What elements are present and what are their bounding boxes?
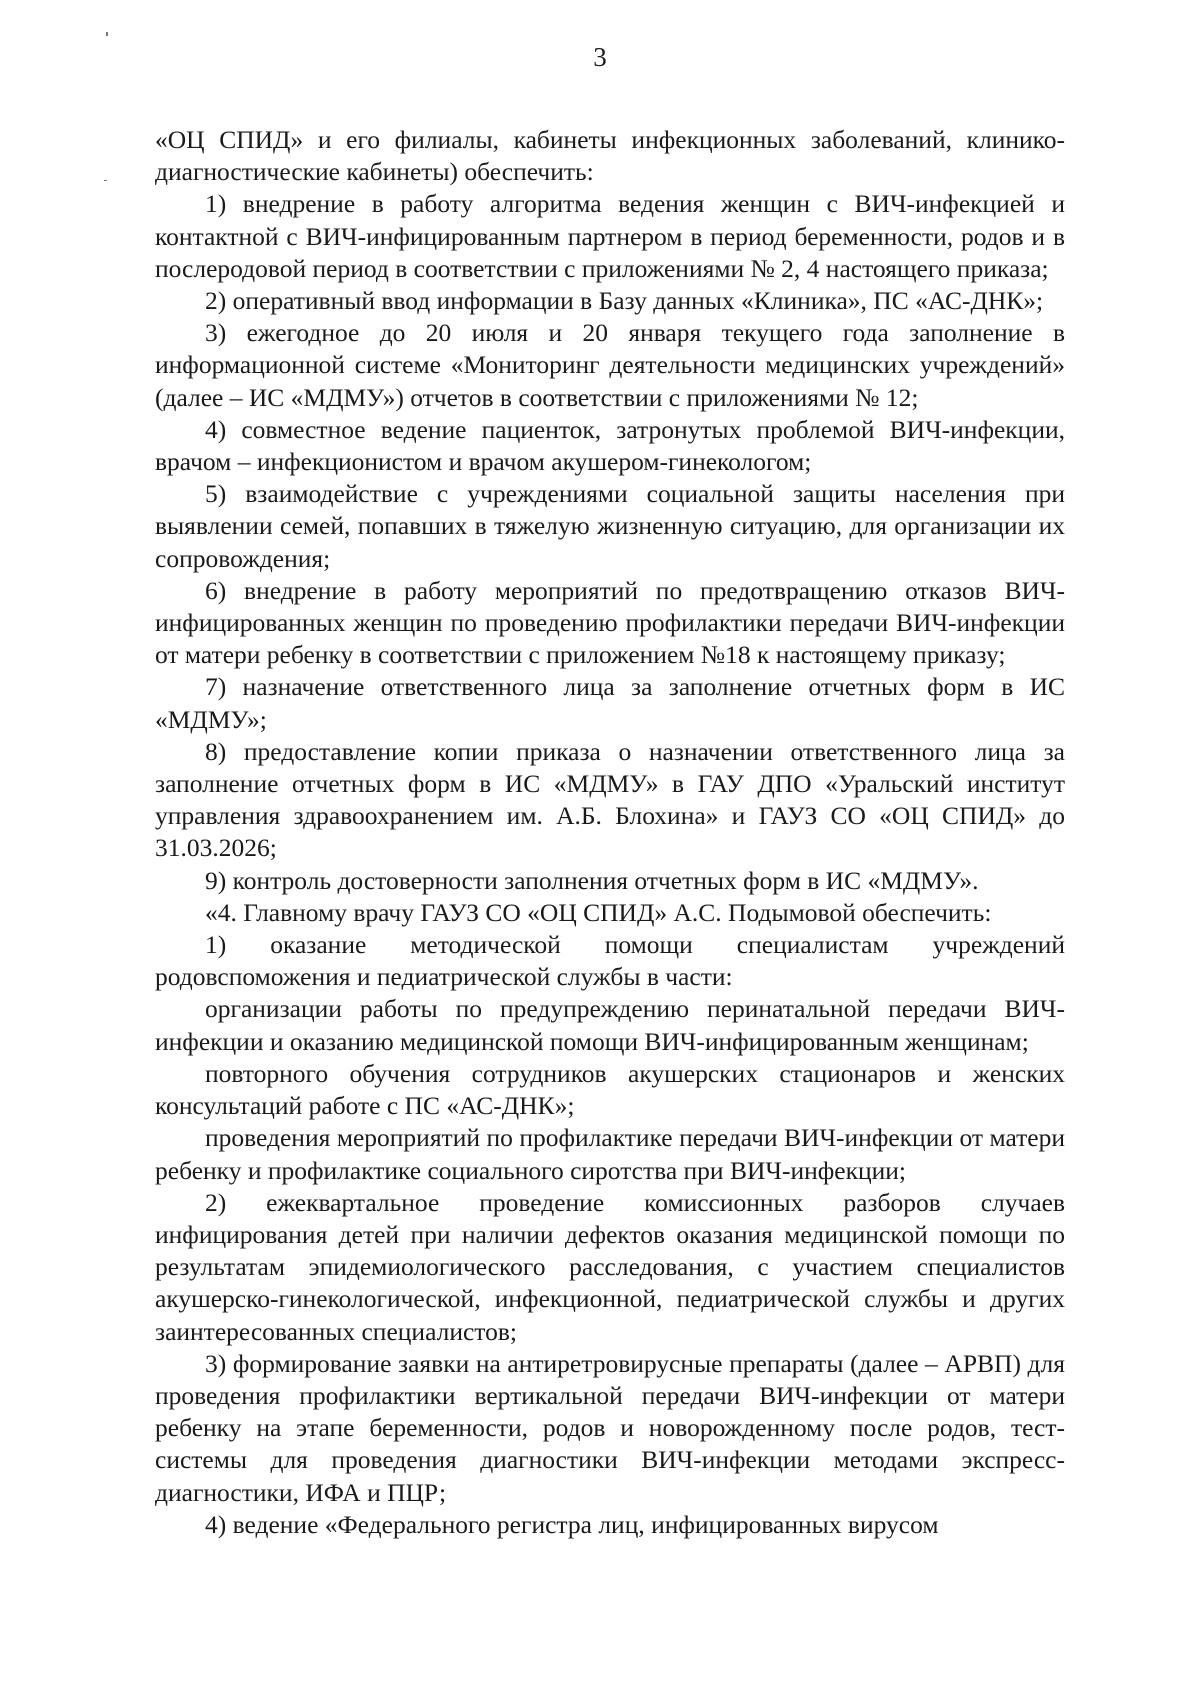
paragraph-section-4-item-3: 3) формирование заявки на антиретровирусные препараты (далее – АРВП) для проведения профилактики вертикальной передачи ВИЧ-инфекции от матери ребенку на этапе беременности, родов и новорожденному после родов, тест-системы для проведения диагностики ВИЧ-инфекции методами экспресс-диагностики, ИФА и ПЦР; xyxy=(155,1348,1065,1507)
paragraph-item-7: 7) назначение ответственного лица за заполнение отчетных форм в ИС «МДМУ»; xyxy=(155,672,1065,734)
paragraph-subitem-prevention: проведения мероприятий по профилактике передачи ВИЧ-инфекции от матери ребенку и профилактике социального сиротства при ВИЧ-инфекции; xyxy=(155,1123,1065,1185)
paragraph-item-5: 5) взаимодействие с учреждениями социальной защиты населения при выявлении семей, попавших в тяжелую жизненную ситуацию, для организации их сопровождения; xyxy=(155,479,1065,573)
paragraph-section-4-item-4: 4) ведение «Федерального регистра лиц, инфицированных вирусом xyxy=(205,1509,939,1539)
scan-speck xyxy=(104,180,107,181)
paragraph-item-1: 1) внедрение в работу алгоритма ведения женщин с ВИЧ-инфекцией и контактной с ВИЧ-инфицированным партнером в период беременности, родов и в послеродовой период в соответствии с приложениями № 2, 4 настоящего приказа; xyxy=(155,189,1065,283)
paragraph-intro: «ОЦ СПИД» и его филиалы, кабинеты инфекционных заболеваний, клинико-диагностические кабинеты) обеспечить: xyxy=(155,125,1065,187)
paragraph-subitem-organization: организации работы по предупреждению перинатальной передачи ВИЧ-инфекции и оказанию медицинской помощи ВИЧ-инфицированным женщинам; xyxy=(155,994,1065,1056)
paragraph-item-8: 8) предоставление копии приказа о назначении ответственного лица за заполнение отчетных форм в ИС «МДМУ» в ГАУ ДПО «Уральский институт управления здравоохранением им. А.Б. Блохина» и ГАУЗ СО «ОЦ СПИД» до 31.03.2026; xyxy=(155,736,1065,863)
paragraph-item-6: 6) внедрение в работу мероприятий по предотвращению отказов ВИЧ-инфицированных женщин по проведению профилактики передачи ВИЧ-инфекции от матери ребенку в соответствии с приложением №18 к настоящему приказу; xyxy=(155,575,1065,670)
paragraph-section-4: «4. Главному врачу ГАУЗ СО «ОЦ СПИД» А.С. Подымовой обеспечить: xyxy=(205,897,992,927)
paragraph-section-4-item-2: 2) ежеквартальное проведение комиссионных разборов случаев инфицирования детей при наличии дефектов оказания медицинской помощи по результатам эпидемиологического расследования, с участием специалистов акушерско-гинекологической, инфекционной, педиатрической службы и других заинтересованных специалистов; xyxy=(155,1187,1065,1346)
page-number: 3 xyxy=(593,42,607,72)
scan-speck xyxy=(106,32,108,36)
paragraph-section-4-item-1: 1) оказание методической помощи специалистам учреждений родовспоможения и педиатрической службы в части: xyxy=(155,930,1065,992)
paragraph-item-3: 3) ежегодное до 20 июля и 20 января текущего года заполнение в информационной системе «Мониторинг деятельности медицинских учреждений» (далее – ИС «МДМУ») отчетов в соответствии с приложениями № 12; xyxy=(155,318,1065,412)
paragraph-subitem-training: повторного обучения сотрудников акушерских стационаров и женских консультаций работе с ПС «АС-ДНК»; xyxy=(155,1058,1065,1121)
paragraph-item-4: 4) совместное ведение пациенток, затронутых проблемой ВИЧ-инфекции, врачом – инфекционистом и врачом акушером-гинекологом; xyxy=(155,414,1065,477)
paragraph-item-9: 9) контроль достоверности заполнения отчетных форм в ИС «МДМУ». xyxy=(205,865,979,895)
paragraph-item-2: 2) оперативный ввод информации в Базу данных «Клиника», ПС «АС-ДНК»; xyxy=(205,286,1044,316)
document-body xyxy=(155,124,1065,1541)
